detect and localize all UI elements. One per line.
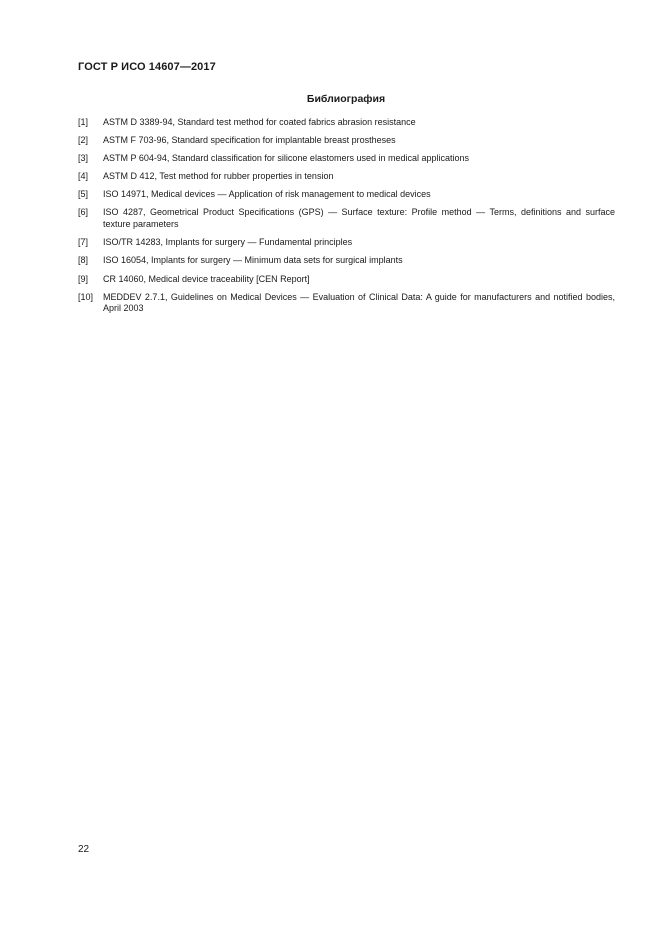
bibliography-list [78,117,615,322]
bibliography-entry-text: ISO 14971, Medical devices — Application of risk management to medical devices [103,189,431,200]
bibliography-entry-number: [2] [78,135,89,146]
bibliography-entry-text: ISO 16054, Implants for surgery — Minimum data sets for surgical implants [103,255,403,266]
bibliography-entry [78,255,615,267]
bibliography-entry-number: [5] [78,189,89,200]
bibliography-entry-text: ASTM D 412, Test method for rubber properties in tension [103,171,334,182]
document-header: ГОСТ Р ИСО 14607—2017 [78,61,216,73]
bibliography-entry-number: [4] [78,171,89,182]
bibliography-entry-number: [7] [78,237,89,248]
bibliography-entry-text: ASTM F 703-96, Standard specification for implantable breast prostheses [103,135,396,146]
page-number: 22 [78,844,90,855]
bibliography-entry [78,135,615,147]
bibliography-entry-number: [1] [78,117,89,127]
section-title: Библиография [306,93,386,105]
bibliography-entry-number: [6] [78,207,89,218]
bibliography-entry-text: ASTM P 604-94, Standard classification for silicone elastomers used in medical applications [103,153,470,164]
bibliography-entry [78,292,615,316]
bibliography-entry-number: [10] [78,291,94,302]
bibliography-entry-number: [8] [78,255,89,266]
bibliography-entry [78,117,615,129]
bibliography-entry-text: ASTM D 3389-94, Standard test method for coated fabrics abrasion resistance [103,117,416,127]
bibliography-entry [78,274,615,286]
bibliography-entry [78,189,615,201]
bibliography-entry [78,171,615,183]
bibliography-entry-text: CR 14060, Medical device traceability [CEN Report] [103,273,310,284]
bibliography-entry-text: ISO 4287, Geometrical Product Specifications (GPS) — Surface texture: Profile method — Terms, definitions and surface texture parameters [103,207,615,230]
bibliography-entry-text: ISO/TR 14283, Implants for surgery — Fundamental principles [103,237,353,248]
bibliography-entry-number: [9] [78,273,89,284]
bibliography-entry [78,207,615,231]
bibliography-entry-number: [3] [78,153,89,164]
bibliography-entry-text: MEDDEV 2.7.1, Guidelines on Medical Devices — Evaluation of Clinical Data: A guide for manufacturers and notified bodies, April 2003 [103,291,615,314]
bibliography-entry [78,153,615,165]
bibliography-entry [78,237,615,249]
